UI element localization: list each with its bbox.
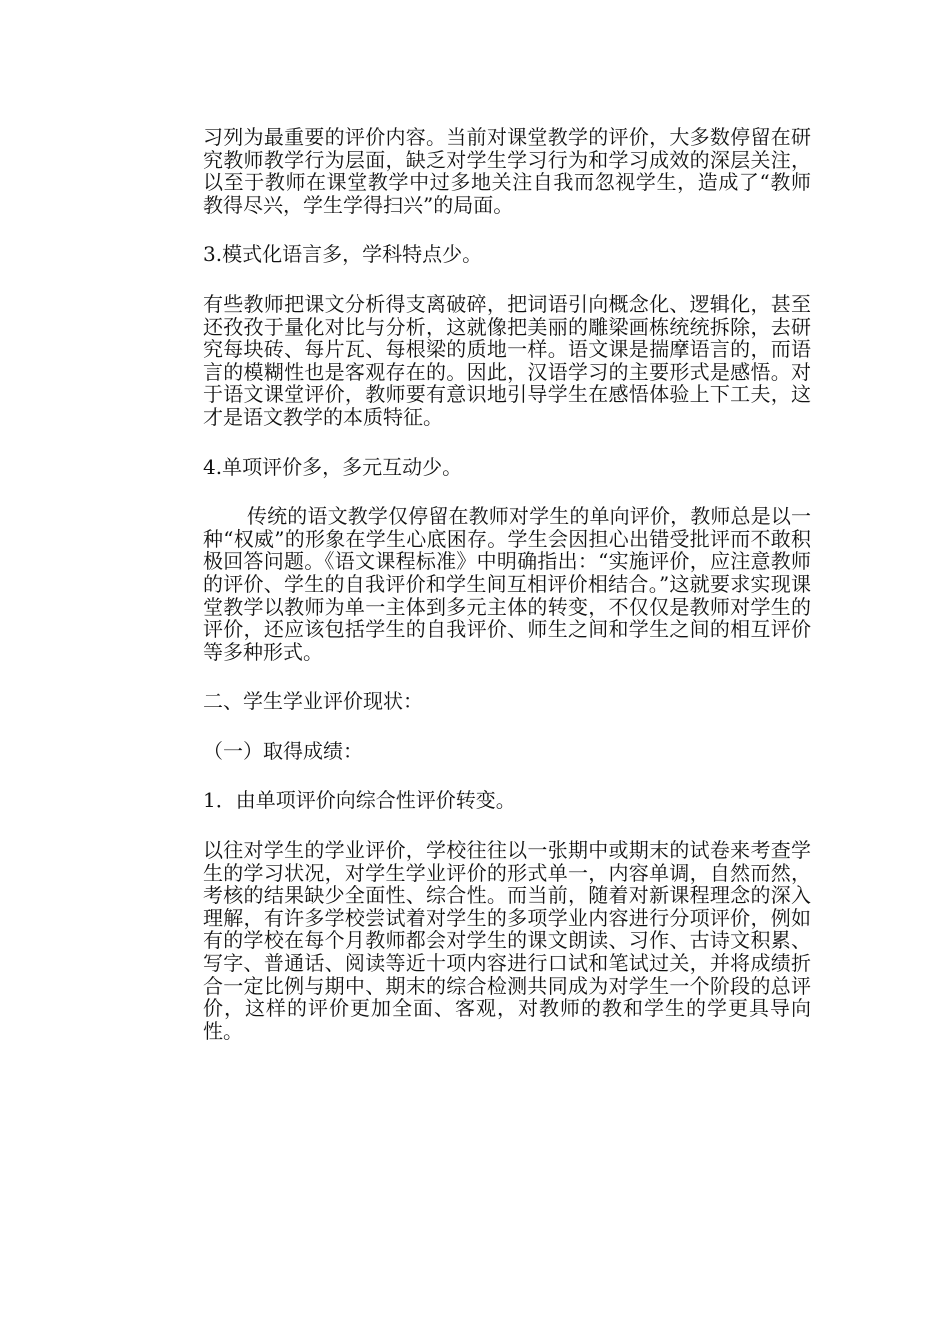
- section-heading-2: 二、学生学业评价现状：: [203, 689, 423, 714]
- paragraph-text-analysis: 有些教师把课文分析得支离破碎，把词语引向概念化、逻辑化，甚至还孜孜于量化对比与分析，这就像把美丽的雕梁画栋统统拆除，去研究每块砖、每片瓦、每根梁的质地一样。语文课是揣摩语言的，而语言的模糊性也是客观存在的。因此，汉语学习的主要形式是感悟。对于语文课堂评价，教师要有意识地引导学生在感悟体验上下工夫，这才是语文教学的本质特征。: [203, 291, 811, 429]
- paragraph-comprehensive-evaluation: 以往对学生的学业评价，学校往往以一张期中或期末的试卷来考查学生的学习状况，对学生学业评价的形式单一，内容单调，自然而然，考核的结果缺少全面性、综合性。而当前，随着对新课程理念的深入理解，有许多学校尝试着对学生的多项学业内容进行分项评价，例如有的学校在每个月教师都会对学生的课文朗读、习作、古诗文积累、写字、普通话、阅读等近十项内容进行口试和笔试过关，并将成绩折合一定比例与期中、期末的综合检测共同成为对学生一个阶段的总评价，这样的评价更加全面、客观，对教师的教和学生的学更具导向性。: [203, 838, 811, 1043]
- heading-item-4: 4.单项评价多，多元互动少。: [203, 454, 463, 479]
- subsection-heading-1: （一）取得成绩：: [203, 738, 363, 763]
- heading-item-3: 3.模式化语言多，学科特点少。: [203, 242, 483, 267]
- paragraph-single-evaluation: 传统的语文教学仅停留在教师对学生的单向评价，教师总是以一种“权威”的形象在学生心底困存。学生会因担心出错受批评而不敢积极回答问题。《语文课程标准》中明确指出：“实施评价，应注意教师的评价、学生的自我评价和学生间互相评价相结合。”这就要求实现课堂教学以教师为单一主体到多元主体的转变，不仅仅是教师对学生的评价，还应该包括学生的自我评价、师生之间和学生之间的相互评价等多种形式。: [203, 504, 811, 664]
- document-page: [203, 126, 811, 1042]
- paragraph-evaluation-content: 习列为最重要的评价内容。当前对课堂教学的评价，大多数停留在研究教师教学行为层面，缺乏对学生学习行为和学习成效的深层关注，以至于教师在课堂教学中过多地关注自我而忽视学生，造成了“教师教得尽兴，学生学得扫兴”的局面。: [203, 125, 811, 217]
- heading-item-1: 1．由单项评价向综合性评价转变。: [203, 788, 516, 813]
